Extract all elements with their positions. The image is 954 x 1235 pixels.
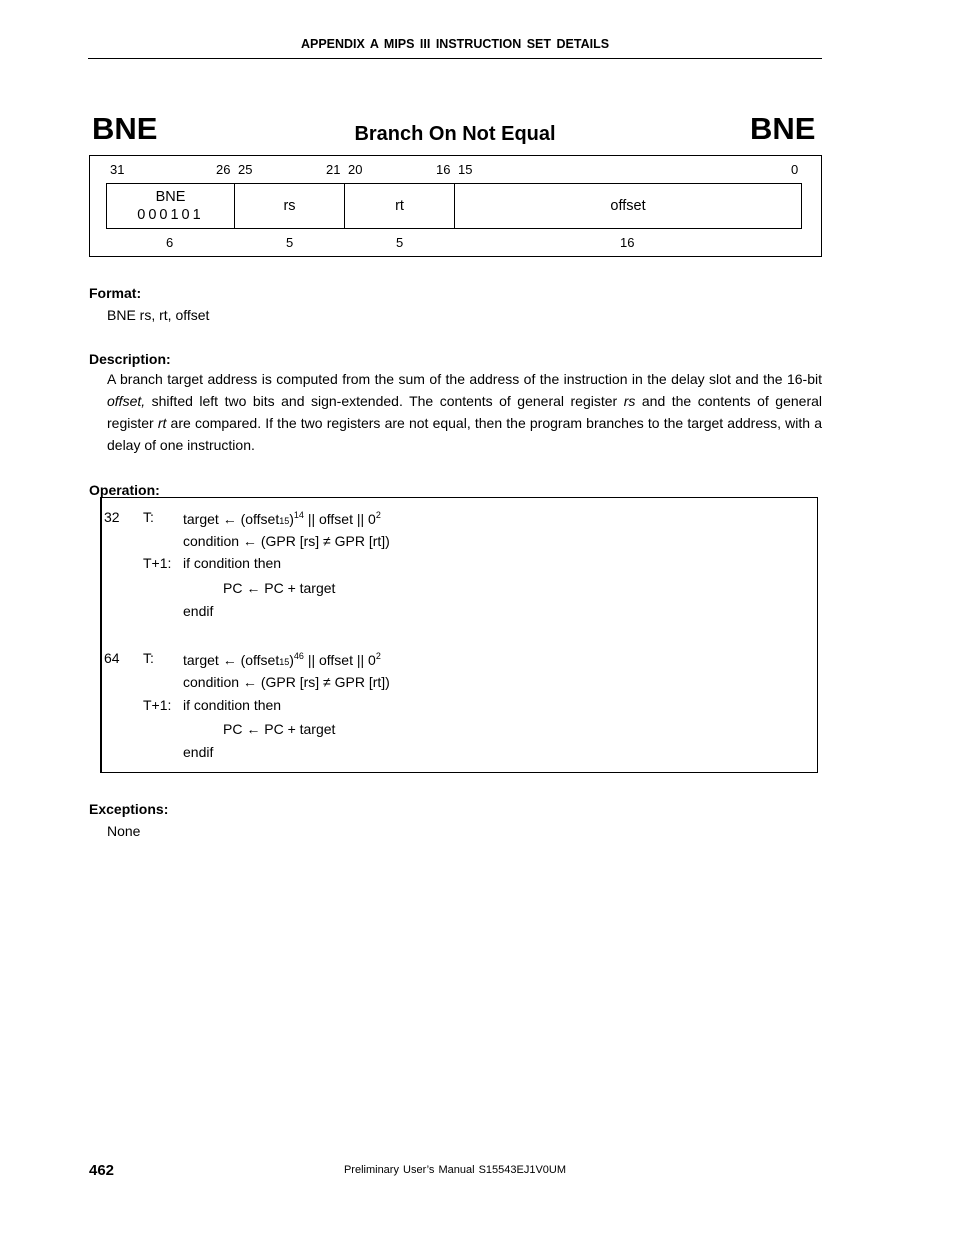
- field-name: rt: [395, 198, 404, 214]
- bit-number: 15: [458, 162, 473, 177]
- exceptions-text: None: [107, 823, 141, 839]
- target-expression: target ← (offset15)$^{14}$ || offset || $0^2$: [183, 510, 381, 527]
- opcode-field: [107, 184, 235, 228]
- opcode-name: BNE: [155, 189, 186, 205]
- if-statement: if condition then: [183, 697, 282, 713]
- field-width: 5: [286, 235, 294, 250]
- cycle-t1: T+1:: [143, 555, 172, 571]
- if-statement: if condition then: [183, 555, 282, 571]
- bit-number: 31: [110, 162, 125, 177]
- bit-number: 25: [238, 162, 253, 177]
- format-heading: Format:: [89, 285, 142, 301]
- exceptions-heading: Exceptions:: [89, 801, 169, 817]
- field-name: offset: [610, 198, 646, 214]
- title-mnemonic-left: BNE: [92, 111, 158, 146]
- field-width: 5: [396, 235, 404, 250]
- opcode-bits: 000101: [137, 207, 204, 223]
- bit-number: 0: [791, 162, 799, 177]
- endif-statement: endif: [183, 603, 214, 619]
- bit-number: 16: [436, 162, 451, 177]
- pc-assignment: PC ← PC + target: [223, 580, 336, 596]
- field-name: rs: [283, 198, 296, 214]
- footer-text: Preliminary User’s Manual S15543EJ1V0UM: [343, 1164, 567, 1176]
- bit-number: 21: [326, 162, 341, 177]
- cycle-t1: T+1:: [143, 697, 172, 713]
- field-width: 16: [620, 235, 635, 250]
- mode-32: 32: [104, 509, 120, 525]
- field-width: 6: [166, 235, 174, 250]
- pc-assignment: PC ← PC + target: [223, 721, 336, 737]
- rt-field: [345, 184, 455, 228]
- page-number: 462: [89, 1162, 115, 1179]
- running-header: APPENDIX A MIPS III INSTRUCTION SET DETAILS: [300, 37, 610, 51]
- title-mnemonic-right: BNE: [750, 111, 816, 146]
- bit-number: 20: [348, 162, 363, 177]
- condition-expression: condition ← (GPR [rs] ≠ GPR [rt]): [183, 533, 390, 549]
- header-rule: [88, 58, 822, 59]
- operation-heading: Operation:: [89, 482, 160, 498]
- mode-64: 64: [104, 650, 120, 666]
- target-expression: target ← (offset15)$^{46}$ || offset || $0^2$: [183, 651, 381, 668]
- instruction-name: Branch On Not Equal: [354, 123, 556, 145]
- offset-field: [455, 184, 801, 228]
- description-heading: Description:: [89, 351, 171, 367]
- bit-number: 26: [216, 162, 231, 177]
- endif-statement: endif: [183, 744, 214, 760]
- condition-expression: condition ← (GPR [rs] ≠ GPR [rt]): [183, 674, 390, 690]
- description-text: A branch target address is computed from the sum of the address of the instruction in the delay slot and the 16-bit offset, shifted left two bits and sign-extended. The contents of general register rs and the contents of general register rt are compared. If the two registers are not equal, then the program branches to the target address, with a delay of one instruction.: [107, 371, 822, 453]
- cycle-t: T:: [143, 509, 154, 525]
- encoding-fields: [106, 183, 802, 229]
- rs-field: [235, 184, 345, 228]
- format-syntax: BNE rs, rt, offset: [107, 307, 210, 323]
- cycle-t: T:: [143, 650, 154, 666]
